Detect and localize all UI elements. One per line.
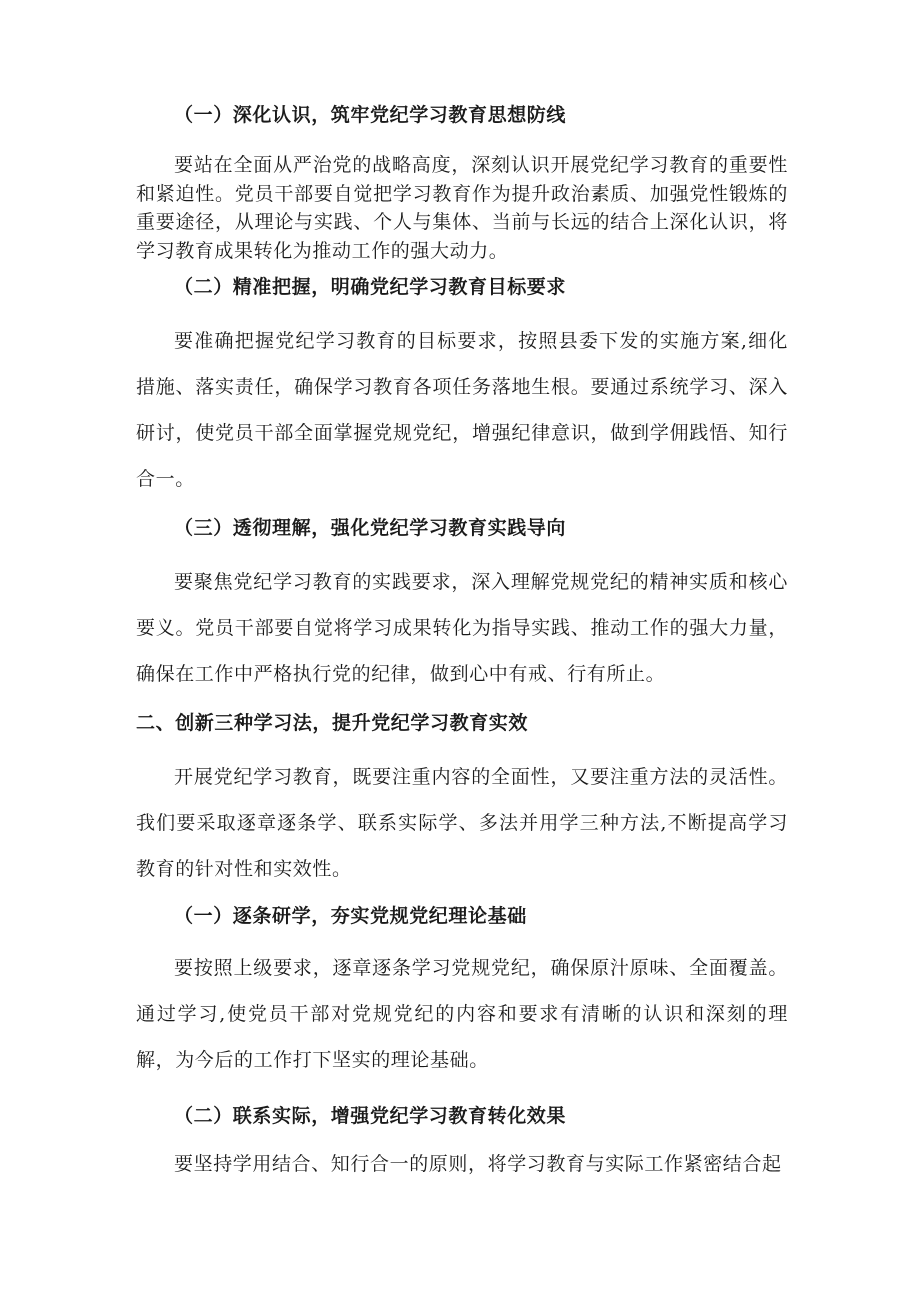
paragraph: 要坚持学用结合、知行合一的原则，将学习教育与实际工作紧密结合起 — [174, 1153, 782, 1175]
section-heading: （一）深化认识，筑牢党纪学习教育思想防线 — [174, 104, 567, 126]
paragraph: 要站在全面从严治党的战略高度，深刻认识开展党纪学习教育的重要性和紧迫性。党员干部要自觉把学习教育作为提升政治素质、加强党性锻炼的重要途径，从理论与实践、个人与集体、当前与长远的结合上深化认识，将学习教育成果转化为推动工作的强大动力。 — [136, 154, 788, 262]
paragraph: 要按照上级要求，逐章逐条学习党规党纪，确保原汁原味、全面覆盖。通过学习,使党员干部对党规党纪的内容和要求有清晰的认识和深刻的理解，为今后的工作打下坚实的理论基础。 — [136, 957, 788, 1071]
section-heading: （二）联系实际，增强党纪学习教育转化效果 — [174, 1105, 567, 1127]
paragraph: 开展党纪学习教育，既要注重内容的全面性，又要注重方法的灵活性。我们要采取逐章逐条学、联系实际学、多法并用学三种方法,不断提高学习教育的针对性和实效性。 — [136, 766, 788, 880]
paragraph: 要准确把握党纪学习教育的目标要求，按照县委下发的实施方案,细化措施、落实责任，确保学习教育各项任务落地生根。要通过系统学习、深入研讨，使党员干部全面掌握党规党纪，增强纪律意识，做到学佣践悟、知行合一。 — [136, 330, 788, 490]
section-heading: （一）逐条研学，夯实党规党纪理论基础 — [174, 905, 527, 927]
section-heading: （三）透彻理解，强化党纪学习教育实践导向 — [174, 517, 567, 539]
section-heading: 二、创新三种学习法，提升党纪学习教育实效 — [136, 712, 529, 734]
section-heading: （二）精准把握，明确党纪学习教育目标要求 — [174, 276, 567, 298]
paragraph: 要聚焦党纪学习教育的实践要求，深入理解党规党纪的精神实质和核心要义。党员干部要自觉将学习成果转化为指导实践、推动工作的强大力量，确保在工作中严格执行党的纪律，做到心中有戒、行有所止。 — [136, 571, 788, 685]
